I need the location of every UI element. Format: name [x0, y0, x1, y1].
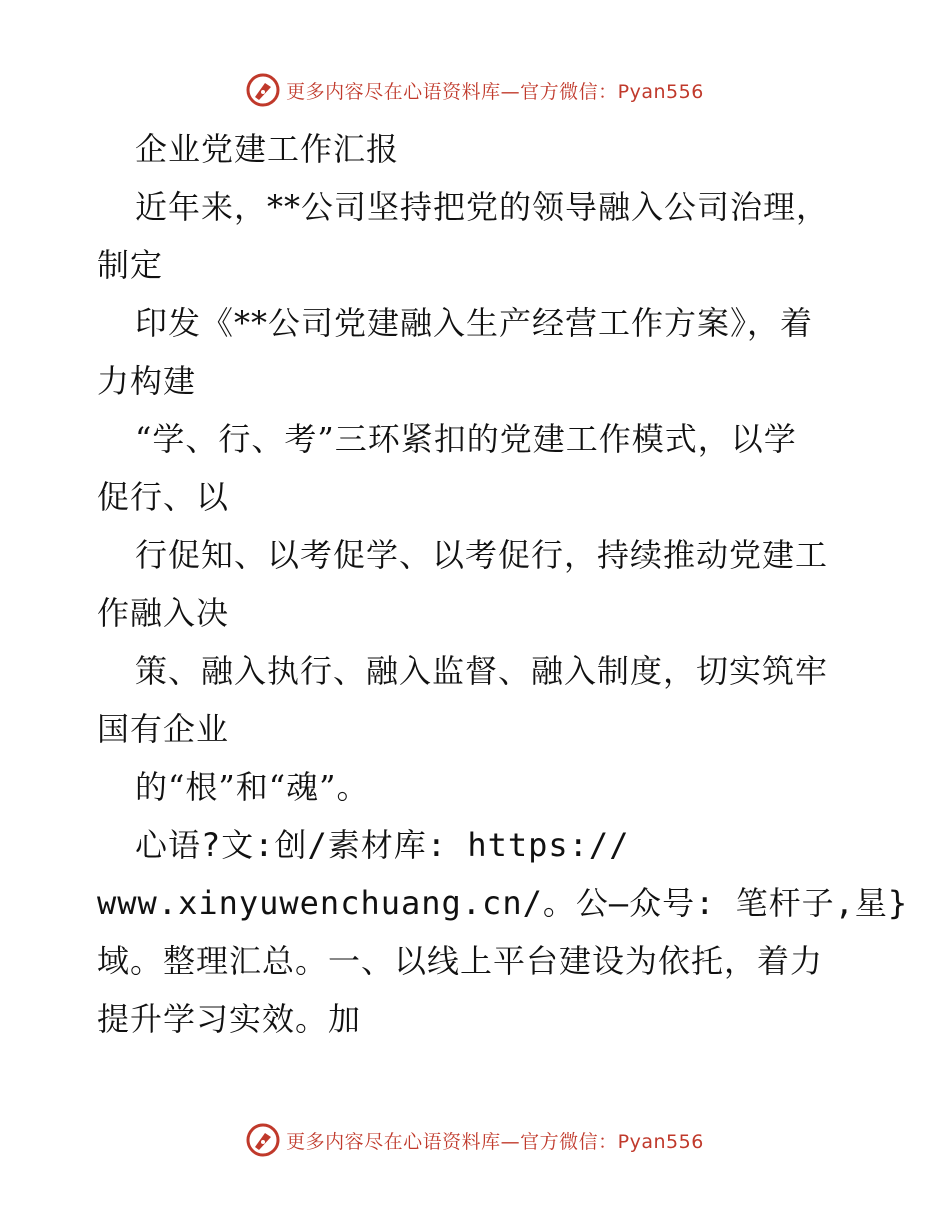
paragraph-line: 作融入决: [97, 594, 230, 632]
paragraph-line: “学、行、考”三环紧扣的党建工作模式，以学: [135, 420, 797, 458]
watermark-text: 更多内容尽在心语资料库—官方微信：Pyan556: [286, 1130, 704, 1153]
footer-watermark: [0, 1120, 950, 1160]
paragraph-line: 策、融入执行、融入监督、融入制度，切实筑牢: [135, 652, 829, 690]
paragraph-line: 的“根”和“魂”。: [135, 768, 370, 806]
pen-nib-icon: [246, 1123, 280, 1157]
paragraph-line: 域。整理汇总。一、以线上平台建设为依托，着力: [97, 942, 824, 980]
paragraph-line: 印发《**公司党建融入生产经营工作方案》，着: [135, 304, 814, 342]
paragraph-line: 国有企业: [97, 710, 230, 748]
document-body: [97, 120, 909, 1048]
header-watermark: [0, 70, 950, 110]
paragraph-line: www.xinyuwenchuang.cn/。公—众号: 笔杆子,星}: [97, 884, 909, 922]
paragraph-line: 力构建: [97, 362, 197, 400]
paragraph-line: 心语?文:创/素材库: https://: [135, 826, 630, 864]
paragraph-line: 近年来，**公司坚持把党的领导融入公司治理，: [135, 188, 830, 226]
paragraph-line: 行促知、以考促学、以考促行，持续推动党建工: [135, 536, 829, 574]
paragraph-line: 促行、以: [97, 478, 230, 516]
paragraph-line: 制定: [97, 246, 164, 284]
pen-nib-icon: [246, 73, 280, 107]
watermark-text: 更多内容尽在心语资料库—官方微信：Pyan556: [286, 80, 704, 103]
paragraph-line: 提升学习实效。加: [97, 1000, 362, 1038]
document-title: 企业党建工作汇报: [135, 130, 400, 168]
